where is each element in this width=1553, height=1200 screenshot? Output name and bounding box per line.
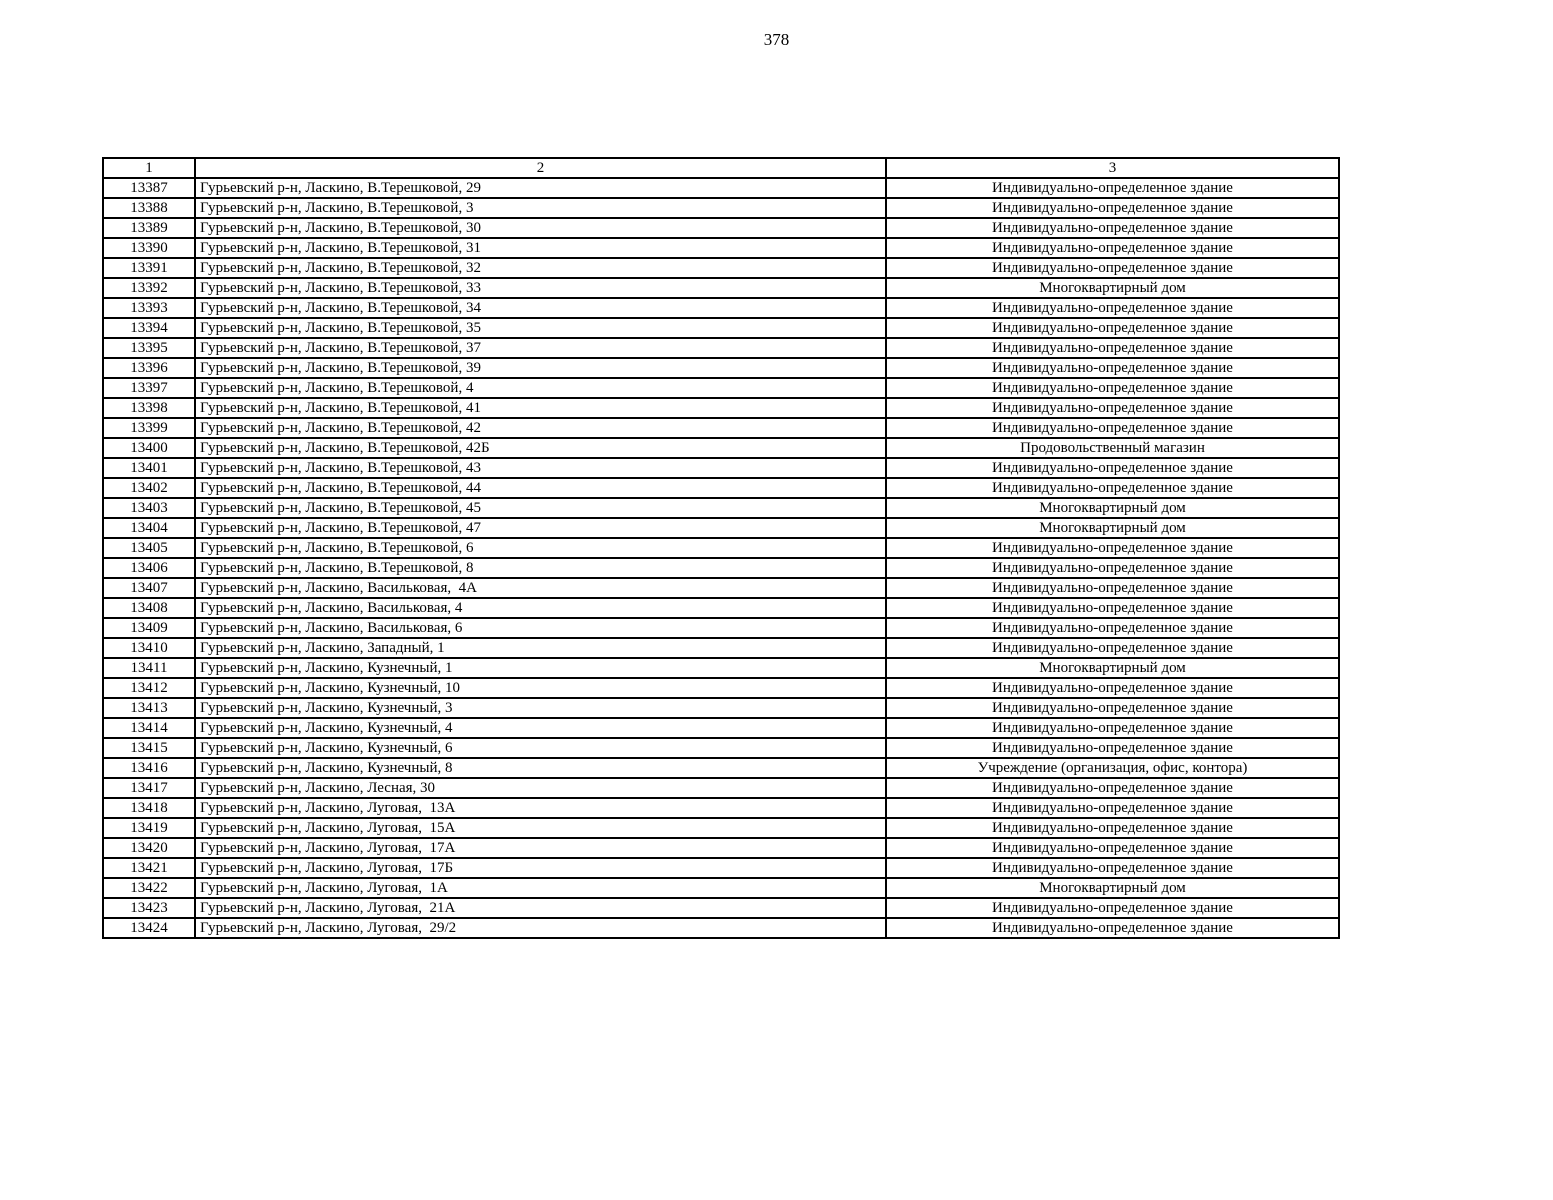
row-number-cell: 13412 xyxy=(103,678,195,698)
row-number-cell: 13389 xyxy=(103,218,195,238)
table-row xyxy=(103,498,1339,518)
row-number-cell: 13388 xyxy=(103,198,195,218)
row-address-cell: Гурьевский р-н, Ласкино, Кузнечный, 10 xyxy=(195,678,886,698)
table-row xyxy=(103,778,1339,798)
row-address-cell: Гурьевский р-н, Ласкино, Васильковая, 4 xyxy=(195,598,886,618)
row-number-cell: 13387 xyxy=(103,178,195,198)
row-number-cell: 13421 xyxy=(103,858,195,878)
table-row xyxy=(103,358,1339,378)
table-row xyxy=(103,738,1339,758)
row-type-cell: Многоквартирный дом xyxy=(886,658,1339,678)
row-address-cell: Гурьевский р-н, Ласкино, Кузнечный, 1 xyxy=(195,658,886,678)
row-number-cell: 13415 xyxy=(103,738,195,758)
row-address-cell: Гурьевский р-н, Ласкино, Кузнечный, 6 xyxy=(195,738,886,758)
row-address-cell: Гурьевский р-н, Ласкино, В.Терешковой, 34 xyxy=(195,298,886,318)
table-row xyxy=(103,558,1339,578)
row-number-cell: 13393 xyxy=(103,298,195,318)
row-number-cell: 13424 xyxy=(103,918,195,938)
row-number-cell: 13408 xyxy=(103,598,195,618)
row-address-cell: Гурьевский р-н, Ласкино, В.Терешковой, 3 xyxy=(195,198,886,218)
table-row xyxy=(103,798,1339,818)
row-address-cell: Гурьевский р-н, Ласкино, В.Терешковой, 30 xyxy=(195,218,886,238)
row-address-cell: Гурьевский р-н, Ласкино, В.Терешковой, 4 xyxy=(195,378,886,398)
row-number-cell: 13407 xyxy=(103,578,195,598)
row-type-cell: Многоквартирный дом xyxy=(886,878,1339,898)
table-row xyxy=(103,818,1339,838)
row-address-cell: Гурьевский р-н, Ласкино, В.Терешковой, 44 xyxy=(195,478,886,498)
row-number-cell: 13406 xyxy=(103,558,195,578)
row-number-cell: 13396 xyxy=(103,358,195,378)
row-number-cell: 13395 xyxy=(103,338,195,358)
row-address-cell: Гурьевский р-н, Ласкино, В.Терешковой, 41 xyxy=(195,398,886,418)
table-row xyxy=(103,218,1339,238)
row-number-cell: 13392 xyxy=(103,278,195,298)
row-number-cell: 13411 xyxy=(103,658,195,678)
row-type-cell: Индивидуально-определенное здание xyxy=(886,198,1339,218)
row-type-cell: Индивидуально-определенное здание xyxy=(886,598,1339,618)
row-address-cell: Гурьевский р-н, Ласкино, Кузнечный, 4 xyxy=(195,718,886,738)
row-address-cell: Гурьевский р-н, Ласкино, В.Терешковой, 6 xyxy=(195,538,886,558)
row-number-cell: 13394 xyxy=(103,318,195,338)
row-address-cell: Гурьевский р-н, Ласкино, Васильковая, 6 xyxy=(195,618,886,638)
table-row xyxy=(103,518,1339,538)
row-type-cell: Индивидуально-определенное здание xyxy=(886,838,1339,858)
row-type-cell: Продовольственный магазин xyxy=(886,438,1339,458)
row-type-cell: Индивидуально-определенное здание xyxy=(886,298,1339,318)
row-type-cell: Индивидуально-определенное здание xyxy=(886,918,1339,938)
row-address-cell: Гурьевский р-н, Ласкино, Луговая, 13А xyxy=(195,798,886,818)
row-number-cell: 13419 xyxy=(103,818,195,838)
table-row xyxy=(103,458,1339,478)
row-number-cell: 13423 xyxy=(103,898,195,918)
row-address-cell: Гурьевский р-н, Ласкино, В.Терешковой, 39 xyxy=(195,358,886,378)
table-row xyxy=(103,858,1339,878)
table-row xyxy=(103,658,1339,678)
table-row xyxy=(103,198,1339,218)
row-number-cell: 13402 xyxy=(103,478,195,498)
row-address-cell: Гурьевский р-н, Ласкино, В.Терешковой, 29 xyxy=(195,178,886,198)
row-type-cell: Индивидуально-определенное здание xyxy=(886,258,1339,278)
row-address-cell: Гурьевский р-н, Ласкино, Васильковая, 4А xyxy=(195,578,886,598)
row-type-cell: Индивидуально-определенное здание xyxy=(886,858,1339,878)
row-address-cell: Гурьевский р-н, Ласкино, В.Терешковой, 42 xyxy=(195,418,886,438)
row-number-cell: 13409 xyxy=(103,618,195,638)
row-number-cell: 13405 xyxy=(103,538,195,558)
row-address-cell: Гурьевский р-н, Ласкино, В.Терешковой, 47 xyxy=(195,518,886,538)
row-type-cell: Индивидуально-определенное здание xyxy=(886,218,1339,238)
row-number-cell: 13399 xyxy=(103,418,195,438)
row-type-cell: Индивидуально-определенное здание xyxy=(886,818,1339,838)
row-type-cell: Индивидуально-определенное здание xyxy=(886,358,1339,378)
row-type-cell: Индивидуально-определенное здание xyxy=(886,798,1339,818)
row-type-cell: Многоквартирный дом xyxy=(886,498,1339,518)
row-number-cell: 13417 xyxy=(103,778,195,798)
table-row xyxy=(103,918,1339,938)
row-address-cell: Гурьевский р-н, Ласкино, Луговая, 17А xyxy=(195,838,886,858)
row-type-cell: Индивидуально-определенное здание xyxy=(886,898,1339,918)
table-row xyxy=(103,298,1339,318)
row-address-cell: Гурьевский р-н, Ласкино, В.Терешковой, 43 xyxy=(195,458,886,478)
table-row xyxy=(103,478,1339,498)
row-type-cell: Индивидуально-определенное здание xyxy=(886,398,1339,418)
table-row xyxy=(103,278,1339,298)
row-address-cell: Гурьевский р-н, Ласкино, В.Терешковой, 37 xyxy=(195,338,886,358)
row-number-cell: 13420 xyxy=(103,838,195,858)
row-type-cell: Индивидуально-определенное здание xyxy=(886,698,1339,718)
table-row xyxy=(103,318,1339,338)
row-number-cell: 13398 xyxy=(103,398,195,418)
row-address-cell: Гурьевский р-н, Ласкино, Кузнечный, 3 xyxy=(195,698,886,718)
row-number-cell: 13390 xyxy=(103,238,195,258)
row-address-cell: Гурьевский р-н, Ласкино, Луговая, 21А xyxy=(195,898,886,918)
row-address-cell: Гурьевский р-н, Ласкино, В.Терешковой, 8 xyxy=(195,558,886,578)
row-address-cell: Гурьевский р-н, Ласкино, Луговая, 15А xyxy=(195,818,886,838)
row-address-cell: Гурьевский р-н, Ласкино, Луговая, 17Б xyxy=(195,858,886,878)
row-type-cell: Многоквартирный дом xyxy=(886,278,1339,298)
table-row xyxy=(103,838,1339,858)
table-row xyxy=(103,538,1339,558)
row-number-cell: 13410 xyxy=(103,638,195,658)
row-type-cell: Индивидуально-определенное здание xyxy=(886,478,1339,498)
row-type-cell: Индивидуально-определенное здание xyxy=(886,458,1339,478)
table-row xyxy=(103,598,1339,618)
row-type-cell: Индивидуально-определенное здание xyxy=(886,578,1339,598)
row-number-cell: 13400 xyxy=(103,438,195,458)
row-address-cell: Гурьевский р-н, Ласкино, Кузнечный, 8 xyxy=(195,758,886,778)
row-address-cell: Гурьевский р-н, Ласкино, В.Терешковой, 42Б xyxy=(195,438,886,458)
row-number-cell: 13391 xyxy=(103,258,195,278)
row-number-cell: 13404 xyxy=(103,518,195,538)
row-address-cell: Гурьевский р-н, Ласкино, Луговая, 1А xyxy=(195,878,886,898)
table-row xyxy=(103,618,1339,638)
table-row xyxy=(103,718,1339,738)
row-type-cell: Индивидуально-определенное здание xyxy=(886,558,1339,578)
row-number-cell: 13413 xyxy=(103,698,195,718)
table-row xyxy=(103,398,1339,418)
table-row xyxy=(103,578,1339,598)
header-cell-address: 2 xyxy=(195,158,886,178)
row-address-cell: Гурьевский р-н, Ласкино, Западный, 1 xyxy=(195,638,886,658)
page-number: 378 xyxy=(763,30,790,49)
table-row xyxy=(103,898,1339,918)
table-row xyxy=(103,238,1339,258)
row-type-cell: Индивидуально-определенное здание xyxy=(886,178,1339,198)
row-address-cell: Гурьевский р-н, Ласкино, Луговая, 29/2 xyxy=(195,918,886,938)
row-address-cell: Гурьевский р-н, Ласкино, Лесная, 30 xyxy=(195,778,886,798)
row-type-cell: Индивидуально-определенное здание xyxy=(886,238,1339,258)
row-type-cell: Индивидуально-определенное здание xyxy=(886,418,1339,438)
row-type-cell: Индивидуально-определенное здание xyxy=(886,638,1339,658)
row-type-cell: Индивидуально-определенное здание xyxy=(886,718,1339,738)
table-row xyxy=(103,438,1339,458)
table-row xyxy=(103,638,1339,658)
row-type-cell: Многоквартирный дом xyxy=(886,518,1339,538)
header-cell-type: 3 xyxy=(886,158,1339,178)
header-cell-number: 1 xyxy=(103,158,195,178)
table-row xyxy=(103,258,1339,278)
table-header-row xyxy=(103,158,1339,178)
row-address-cell: Гурьевский р-н, Ласкино, В.Терешковой, 32 xyxy=(195,258,886,278)
row-number-cell: 13401 xyxy=(103,458,195,478)
row-address-cell: Гурьевский р-н, Ласкино, В.Терешковой, 35 xyxy=(195,318,886,338)
row-address-cell: Гурьевский р-н, Ласкино, В.Терешковой, 31 xyxy=(195,238,886,258)
row-number-cell: 13416 xyxy=(103,758,195,778)
row-type-cell: Индивидуально-определенное здание xyxy=(886,378,1339,398)
row-type-cell: Индивидуально-определенное здание xyxy=(886,318,1339,338)
row-number-cell: 13422 xyxy=(103,878,195,898)
table-row xyxy=(103,678,1339,698)
row-type-cell: Индивидуально-определенное здание xyxy=(886,738,1339,758)
table-row xyxy=(103,758,1339,778)
row-type-cell: Индивидуально-определенное здание xyxy=(886,678,1339,698)
row-number-cell: 13414 xyxy=(103,718,195,738)
table-row xyxy=(103,698,1339,718)
row-address-cell: Гурьевский р-н, Ласкино, В.Терешковой, 33 xyxy=(195,278,886,298)
row-type-cell: Индивидуально-определенное здание xyxy=(886,538,1339,558)
table-row xyxy=(103,418,1339,438)
row-type-cell: Индивидуально-определенное здание xyxy=(886,778,1339,798)
row-number-cell: 13403 xyxy=(103,498,195,518)
table-row xyxy=(103,378,1339,398)
row-address-cell: Гурьевский р-н, Ласкино, В.Терешковой, 45 xyxy=(195,498,886,518)
row-type-cell: Индивидуально-определенное здание xyxy=(886,618,1339,638)
registry-table xyxy=(102,157,1340,939)
row-type-cell: Индивидуально-определенное здание xyxy=(886,338,1339,358)
row-number-cell: 13397 xyxy=(103,378,195,398)
table-row xyxy=(103,878,1339,898)
table-body xyxy=(103,158,1339,938)
row-number-cell: 13418 xyxy=(103,798,195,818)
row-type-cell: Учреждение (организация, офис, контора) xyxy=(886,758,1339,778)
table-row xyxy=(103,338,1339,358)
table-row xyxy=(103,178,1339,198)
